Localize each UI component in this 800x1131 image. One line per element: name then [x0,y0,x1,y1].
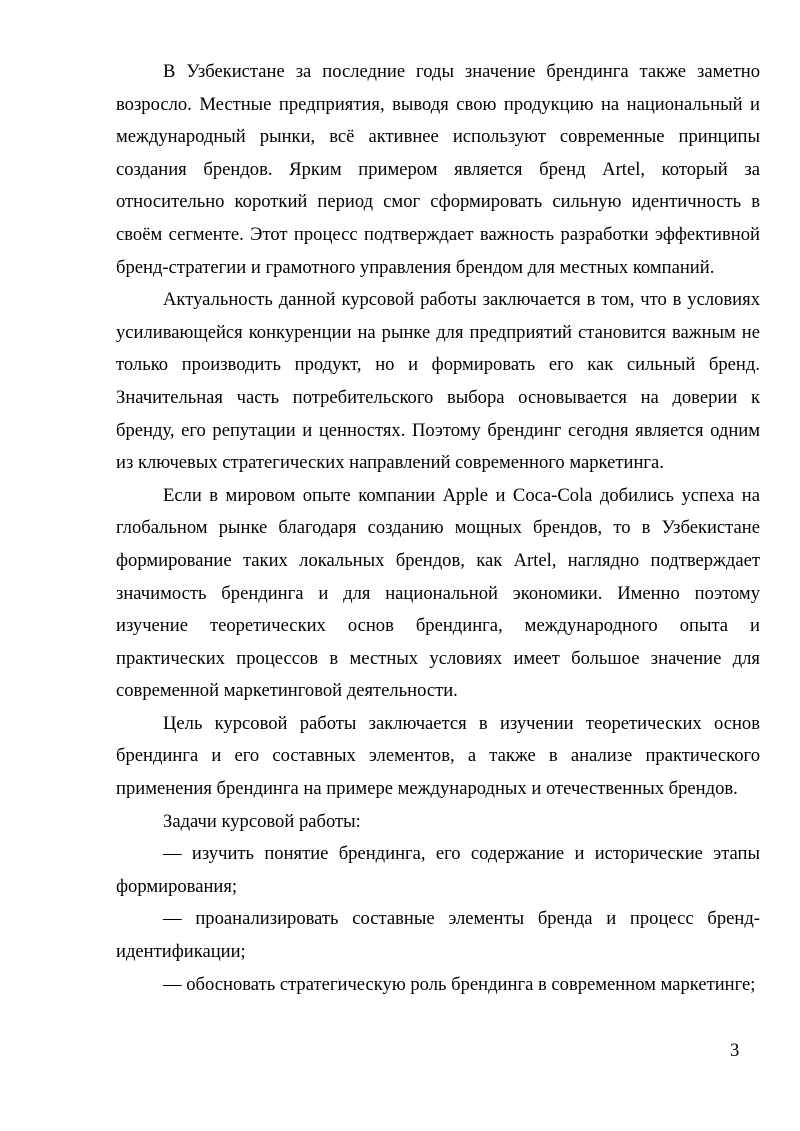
paragraph-intro-uzbekistan: В Узбекистане за последние годы значение брендинга также заметно возросло. Местные предприятия, выводя свою продукцию на национальный и международный рынки, всё активнее используют современные принципы создания брендов. Ярким примером является бренд Artel, который за относительно короткий период смог сформировать сильную идентичность в своём сегменте. Этот процесс подтверждает важность разработки эффективной бренд-стратегии и грамотного управления брендом для местных компаний. [116,61,760,278]
page-number: 3 [730,1040,740,1061]
tasks-heading: Задачи курсовой работы: [163,810,361,832]
task-item-1: — изучить понятие брендинга, его содержание и исторические этапы формирования; [116,843,760,897]
paragraph-global-experience: Если в мировом опыте компании Apple и Coca-Cola добились успеха на глобальном рынке благодаря созданию мощных брендов, то в Узбекистане формирование таких локальных брендов, как Artel, наглядно подтверждает значимость брендинга и для национальной экономики. Именно поэтому изучение теоретических основ брендинга, международного опыта и практических процессов в местных условиях имеет большое значение для современной маркетинговой деятельности. [116,484,760,702]
task-item-3: — обосновать стратегическую роль брендинга в современном маркетинге; [163,973,756,995]
document-body [116,56,760,1001]
task-item-2: — проанализировать составные элементы бренда и процесс бренд-идентификации; [116,908,760,963]
paragraph-goal: Цель курсовой работы заключается в изучении теоретических основ брендинга и его составных элементов, а также в анализе практического применения брендинга на примере международных и отечественных брендов. [116,712,760,800]
paragraph-relevance: Актуальность данной курсовой работы заключается в том, что в условиях усиливающейся конкуренции на рынке для предприятий становится важным не только производить продукт, но и формировать его как сильный бренд. Значительная часть потребительского выбора основывается на доверии к бренду, его репутации и ценностях. Поэтому брендинг сегодня является одним из ключевых стратегических направлений современного маркетинга. [116,289,760,474]
